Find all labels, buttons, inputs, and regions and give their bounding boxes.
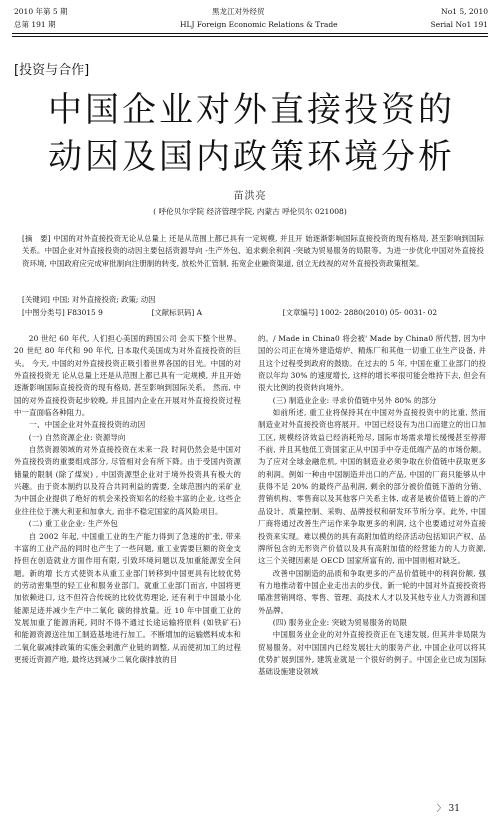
header-journal-cn: 黑龙江对外经贸 (212, 7, 265, 16)
header-total-cn: 总第 191 期 (14, 20, 56, 29)
article-number-value: 1002- 2880(2010) 05- 0031- 02 (320, 308, 438, 317)
clc-value: F83015 9 (67, 308, 103, 317)
page-number (437, 801, 460, 814)
keywords-row (22, 294, 156, 305)
header-serial-en: Serial No1 191 (430, 20, 488, 29)
paragraph: 自然资源领域的对外直接投资在未来一段 时间仍然会是中国对外直接投资的重要组成部分, 尽管相对会有所下降。由于受国内资源储量的限制 (除了煤炭) , 中国资源型企业对于境外投资具有极大的兴趣。由于资本制约以及符合共同利益的需要, 全球范围内的采矿业为中国企业提供了绝好的机会来投资知名的经验丰富的企业, 这些企业往往位于澳大利亚和加拿大, 而非不稳定国家的高风险项目。 (14, 445, 241, 516)
section-tag: [投资与合作] (14, 63, 90, 78)
header-rule (12, 33, 488, 34)
classification-row (22, 307, 492, 318)
subsection-heading: (四) 服务业企业: 突破为贸易服务的局限 (272, 617, 408, 627)
paragraph: 如前所述, 重工业将保持其在中国对外直接投资中的比重, 然而制造业对外直接投资也将展开。中国已经设有为出口而建立的出口加工区, 规模经济效益已经消耗殆尽, 国际市场需求增长缓慢甚至停滞不前, 并且其他低工资国家正从中国手中夺走低端产品的市场份额。为了应对全球金融危机, 中国的制造业必须争取在价值链中获取更多的利润。例如一种由中国制造并出口的产品, 中国的厂商只能够从中获得不足 20% 的最终产品利润, 剩余的部分被价值链下游的分销、营销机构、零售商以及其他客户关系主体, 或者是被价值链上游的产品设计、质量控制、采购、品牌授权和研发环节所分享。此外, 中国厂商将通过改善生产运作来争取更多的利润, 这个也要通过对外直接投资来实现。难以模仿的具有高附加值的经济活动包括知识产权、品牌所包含的无形资产价值以及具有高附加值的经营能力的人力资源, 这三个关键因素是 OECD 国家所富有的, 而中国则相对缺乏。 (258, 408, 486, 566)
subsection-heading: (二) 重工业企业: 生产外包 (28, 519, 118, 529)
body-column-right (258, 333, 486, 679)
page-marks: 〉 (436, 804, 446, 814)
subsection-heading: (三) 制造业企业: 寻求价值链中另外 80% 的部分 (272, 395, 437, 405)
paragraph: 20 世纪 60 年代, 人们担心美国的跨国公司 会买下整个世界。20 世纪 80 年代和 90 年代, 日本取代美国成为对外直接投资的巨头。 今天, 中国的对外直接投资正吸引着世界各国的目光。中国的对外直接投资无 论从总量上还是从范围上都已具有一定规模, 并且开始逐渐影响国际直接投资的现有格局, 甚至影响到国际关系。 然而, 中国的对外直接投资起步较晚, 并且国内企业在开展对外直接投资过程中一直面临各种阻力。 (14, 334, 241, 418)
article-title-line-2: 动因及国内政策环境分析 (48, 137, 455, 177)
article-number-label: [文章编号] (282, 308, 319, 317)
paragraph: 改善中国制造的品质和争取更多的产品价值链中的利润份额, 强有力地推动着中国企业走出去的步伐。新一轮的中国对外直接投资将瞄准营销网络、零售、管理、高技术人才以及其他专业人力资源和国外品牌。 (258, 568, 486, 615)
keywords-label: [关键词] (22, 295, 50, 304)
author-name: 苗洪亮 (233, 191, 267, 202)
doccode-label: [文献标识码] (151, 308, 195, 317)
paragraph: 中国服务业企业的对外直接投资正在飞速发展, 但其并非局限为贸易服务。对中国国内已经发展壮大的服务产业, 中国企业可以将其优势扩展到国外, 建筑业就是一个很好的例子。中国企业已成为国际基础设施建设领域 (258, 630, 486, 677)
clc-label: [中图分类号] (22, 308, 65, 317)
author-affiliation: ( 呼伦贝尔学院 经济管理学院, 内蒙古 呼伦贝尔 021008) (153, 207, 347, 216)
header-issue-en: No1 5, 2010 (441, 7, 488, 16)
section-heading: 一、中国企业对外直接投资的动因 (29, 420, 146, 430)
header-journal-en: HLJ Foreign Economic Relations & Trade (180, 20, 338, 29)
header-rule-thin (12, 36, 488, 37)
subsection-heading: (一) 自然资源企业: 资源导向 (28, 432, 126, 442)
abstract-text: 中国的对外直接投资无论从总量上 还是从范围上都已具有一定规模, 并且开 始逐渐影响国际直接投资的现有格局, 甚至影响到国际关系。中国企业对外直接投资的动因主要包括资源导向 -生产外包、追求剩余利润 -突破为贸易服务的局限等。为进一步优化中国对外直接投资环境, 中国政府应完成审批制向注册制的转变, 放松外汇管制, 拓宽企业融资渠道, 创立无歧视的对外直接投资政策框架。 (22, 234, 484, 268)
keywords-text: 中国; 对外直接投资; 政策; 动因 (52, 295, 156, 304)
abstract-label: [摘 要] (22, 234, 51, 243)
page-number-value: 31 (448, 804, 460, 814)
header-issue-cn: 2010 年第 5 期 (14, 7, 68, 16)
doccode-value: A (196, 308, 202, 317)
paragraph: 自 2002 年起, 中国重工业的生产能力得到了急速的扩张, 带来丰富的工业产品的同时也产生了一些问题, 重工业需要巨额的资金支持但在创造就业方面作用有限, 引致环境问题以及加重能源安全问题。新的增 长方式使资本从重工业部门转移到中国更具有比较优势的劳动密集型的轻工业和服务业部门。就重工业部门而言, 中国将更加依赖进口, 这不但符合传统的比较优势理论, 还有利于中国最小化能源足迹并减少生产中二氧化 碳的排放量。近 10 年中国重工业的发展加重了能源消耗, 同时不得不通过长途运输将原料 (如铁矿石) 和能源资源送往加工制造基地进行加工。不断增加的运输燃料成本和 二氧化碳减排政策的实施会刺激产业链的调整, 从而使初加工的过程更接近资源产地, 最终达到减少二氧化碳排放的目 (14, 531, 241, 664)
paragraph: 的。/ Made in China0 将会被' Made by China0 所代替, 因为中国的公司正在境外建造熔炉、精炼厂和其他一切重工业生产设备, 并且这个过程受到政府的鼓励。在过去的 5 年, 中国在重工业部门的投资以年均 30% 的速度增长, 这样的增长率很可能会维持下去, 但会有很大比例的投资转向境外。 (258, 334, 486, 393)
body-column-left (14, 333, 241, 666)
article-title-line-1: 中国企业对外直接投资的 (48, 90, 455, 130)
abstract (22, 233, 484, 270)
